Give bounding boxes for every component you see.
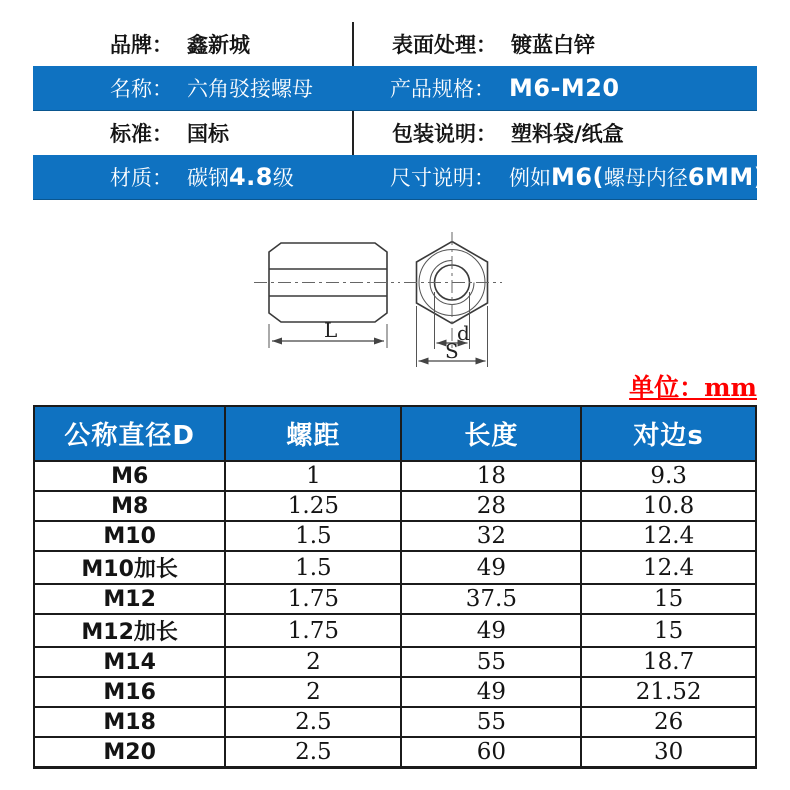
spec-row xyxy=(34,521,756,551)
spec-value-cell: 18.7 xyxy=(581,647,756,677)
spec-value-cell: 1 xyxy=(225,461,401,491)
nut-face-view xyxy=(404,232,502,367)
info-value: 六角驳接螺母 xyxy=(187,77,313,101)
technical-drawing xyxy=(245,224,515,372)
spec-value-cell: 12.4 xyxy=(581,521,756,551)
info-label: 产品规格： xyxy=(390,77,495,101)
spec-size-cell: M18 xyxy=(34,707,225,737)
spec-row xyxy=(34,677,756,707)
info-cell-left xyxy=(33,155,352,199)
info-label: 名称： xyxy=(110,77,173,101)
spec-header-cell: 对边s xyxy=(581,406,756,461)
spec-value-cell: 2 xyxy=(225,677,401,707)
spec-value-cell: 49 xyxy=(401,614,581,647)
spec-size-cell: M10加长 xyxy=(34,551,225,584)
spec-value-cell: 1.75 xyxy=(225,614,401,647)
spec-value-cell: 1.75 xyxy=(225,584,401,614)
spec-value-cell: 2.5 xyxy=(225,707,401,737)
spec-value-cell: 15 xyxy=(581,584,756,614)
spec-value-cell: 2.5 xyxy=(225,737,401,768)
spec-value-cell: 21.52 xyxy=(581,677,756,707)
spec-value-cell: 12.4 xyxy=(581,551,756,584)
spec-value-cell: 49 xyxy=(401,677,581,707)
dimension-label-d: d xyxy=(457,321,470,345)
spec-value-cell: 1.25 xyxy=(225,491,401,521)
spec-size-cell: M14 xyxy=(34,647,225,677)
spec-size-cell: M12加长 xyxy=(34,614,225,647)
info-value: M6-M20 xyxy=(509,74,620,102)
spec-size-cell: M20 xyxy=(34,737,225,768)
spec-size-cell: M6 xyxy=(34,461,225,491)
spec-header-row xyxy=(34,406,756,461)
spec-size-cell: M12 xyxy=(34,584,225,614)
dimension-label-S: S xyxy=(445,339,459,363)
info-label: 材质： xyxy=(110,166,173,190)
spec-row xyxy=(34,491,756,521)
info-value: 国标 xyxy=(187,122,229,146)
info-label: 标准： xyxy=(110,122,173,146)
info-cell-right xyxy=(352,155,766,199)
info-value: 例如M6(螺母内径6MM) xyxy=(509,163,766,191)
spec-row xyxy=(34,614,756,647)
info-row xyxy=(33,111,757,155)
spec-value-cell: 55 xyxy=(401,707,581,737)
spec-size-cell: M8 xyxy=(34,491,225,521)
spec-table-body xyxy=(34,461,756,768)
spec-row xyxy=(34,647,756,677)
spec-size-cell: M16 xyxy=(34,677,225,707)
unit-note: 单位：mm xyxy=(629,373,757,402)
spec-value-cell: 10.8 xyxy=(581,491,756,521)
spec-value-cell: 37.5 xyxy=(401,584,581,614)
spec-value-cell: 18 xyxy=(401,461,581,491)
info-row xyxy=(33,66,757,111)
nut-side-view xyxy=(254,243,400,348)
info-label: 品牌： xyxy=(110,33,173,57)
spec-table xyxy=(33,405,757,769)
spec-row xyxy=(34,461,756,491)
info-cell-right xyxy=(352,66,757,110)
info-value: 塑料袋/纸盒 xyxy=(511,122,624,146)
spec-value-cell: 60 xyxy=(401,737,581,768)
info-value: 鑫新城 xyxy=(187,33,250,57)
spec-value-cell: 30 xyxy=(581,737,756,768)
spec-row xyxy=(34,584,756,614)
info-label: 包装说明： xyxy=(392,122,497,146)
info-cell-left xyxy=(33,111,352,155)
info-cell-right xyxy=(352,22,757,66)
info-value: 镀蓝白锌 xyxy=(511,33,595,57)
info-label: 表面处理： xyxy=(392,33,497,57)
info-cell-right xyxy=(352,111,757,155)
info-value: 碳钢4.8级 xyxy=(187,163,294,191)
spec-value-cell: 55 xyxy=(401,647,581,677)
spec-row xyxy=(34,551,756,584)
spec-value-cell: 1.5 xyxy=(225,521,401,551)
info-cell-left xyxy=(33,22,352,66)
dimension-label-L: L xyxy=(324,318,338,342)
spec-value-cell: 1.5 xyxy=(225,551,401,584)
spec-header-cell: 长度 xyxy=(401,406,581,461)
info-row xyxy=(33,22,757,66)
spec-header-cell: 螺距 xyxy=(225,406,401,461)
info-table xyxy=(33,22,766,200)
info-cell-left xyxy=(33,66,352,110)
spec-value-cell: 2 xyxy=(225,647,401,677)
spec-size-cell: M10 xyxy=(34,521,225,551)
spec-value-cell: 9.3 xyxy=(581,461,756,491)
spec-value-cell: 32 xyxy=(401,521,581,551)
spec-value-cell: 15 xyxy=(581,614,756,647)
info-row xyxy=(33,155,766,200)
spec-row xyxy=(34,737,756,768)
spec-value-cell: 49 xyxy=(401,551,581,584)
spec-value-cell: 26 xyxy=(581,707,756,737)
spec-header-cell: 公称直径D xyxy=(34,406,225,461)
spec-value-cell: 28 xyxy=(401,491,581,521)
spec-row xyxy=(34,707,756,737)
info-label: 尺寸说明： xyxy=(390,166,495,190)
